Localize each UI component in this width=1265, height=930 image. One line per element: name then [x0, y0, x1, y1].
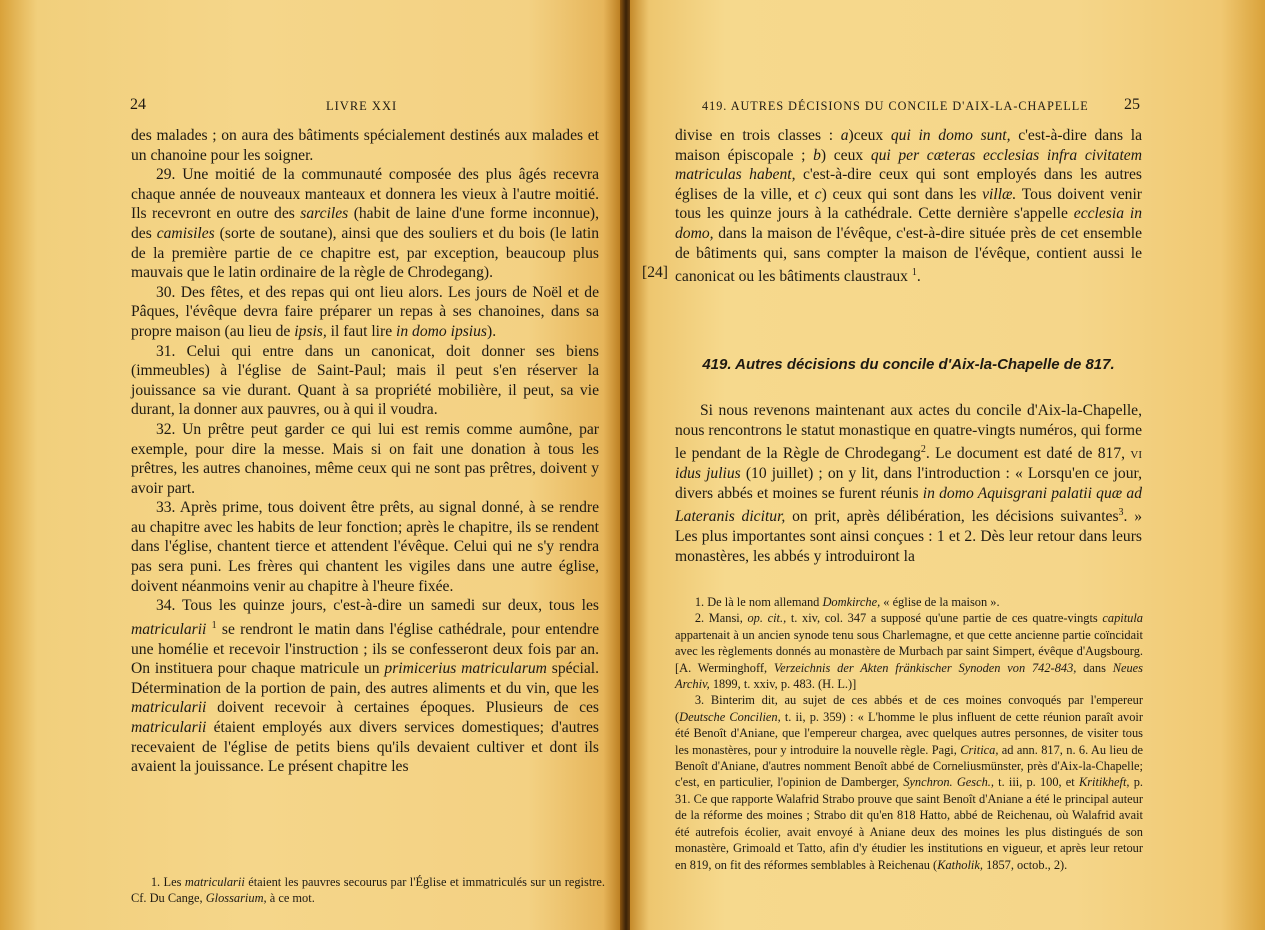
left-page [0, 0, 622, 930]
footnotes [675, 594, 1143, 873]
footnote-ref: 2 [920, 444, 926, 456]
footnote: 1. De là le nom allemand Domkirche, « église de la maison ». [694, 595, 1000, 609]
paragraph-30: 30. Des fêtes, et des repas qui ont lieu alors. Les jours de Noël et de Pâques, l'évêque devra faire préparer un repas à ses chanoines, dans sa propre maison (au lieu de ipsis, il faut lire in domo ipsius). [131, 283, 599, 340]
running-head: 419. AUTRES DÉCISIONS DU CONCILE D'AIX-LA-CHAPELLE [702, 99, 1089, 113]
paragraph-29: 29. Une moitié de la communauté composée des plus âgés recevra chaque année de nouveaux manteaux et donnera les vieux à l'autre moitié. Ils recevront en outre des sarciles (habit de laine d'une forme inconnue), des camisiles (sorte de soutane), ainsi que des souliers et du bois (le latin de la première partie de ce chapitre est, par exception, beaucoup plus mauvais que le latin ordinaire de la règle de Chrodegang). [131, 166, 600, 282]
footnote: 3. Binterim dit, au sujet de ces abbés et de ces moines convoqués par l'empereur (Deutsche Concilien, t. ii, p. 359) : « L'homme le plus influent de cette réunion paraît avoir été Benoît d'Aniane, que l'empereur chargea, avec quelques autres personnes, de visiter tous les monastères, pour y introduire la nouvelle règle. Pagi, Critica, ad ann. 817, n. 6. Au lieu de Benoît d'Aniane, d'autres nomment Benoît abbé de Corneliusmünster, près d'Aix-la-Chapelle; c'est, en particulier, l'opinion de Damberger, Synchron. Gesch., t. iii, p. 100, et Kritikheft, p. 31. Ce que rapporte Walafrid Strabo prouve que saint Benoît d'Aniane a été le principal auteur de la réforme des moines ; Strabo dit qu'en 818 Hatto, abbé de Reichenau, où Walafrid avait été autrefois écolier, avait envoyé à Aniane deux des moines les plus distingués de son monastère, Grimoald et Tatto, afin d'y étudier les institutions en vigueur, et après leur retour en 819, on fit des réformes semblables à Reichenau (Katholik, 1857, octob., 2). [675, 693, 1144, 872]
body-text [131, 126, 599, 777]
footnote-ref: 1 [911, 267, 917, 279]
body-text [675, 126, 1142, 287]
paragraph-32: 32. Un prêtre peut garder ce qui lui est remis comme aumône, par exemple, pour dire la messe. Mais si on fait une donation à tous les prêtres, les autres chanoines, même ceux qui ne sont pas prêtres, doivent y avoir part. [131, 420, 599, 497]
paragraph-31: 31. Celui qui entre dans un canonicat, doit donner ses biens (immeubles) à l'église de Saint-Paul; mais il peut s'en réserver la jouissance sa vie durant. Quant à sa propriété mobilière, il peut, sa vie durant, la donner aux pauvres, ou à qui il voudra. [131, 342, 599, 419]
footnote-ref: 1 [211, 619, 217, 631]
margin-reference: [24] [642, 264, 668, 281]
page-number: 24 [130, 96, 146, 113]
footnote-ref: 3 [1118, 507, 1124, 519]
page-number: 25 [1124, 96, 1140, 113]
paragraph: divise en trois classes : a)ceux qui in domo sunt, c'est-à-dire dans la maison épiscopale ; b) ceux qui per cæteras ecclesias infra civitatem matriculas habent, c'est-à-dire ceux qui sont employés dans les autres églises de la ville, et c) ceux qui sont dans les villæ. Tous doivent venir tous les quinze jours à la cathédrale. Cette dernière s'appelle ecclesia in domo, dans la maison de l'évêque, c'est-à-dire située près de cet ensemble de bâtiments qui, sans compter la maison de l'évêque, contient aussi le canonicat ou les bâtiments claustraux $^1$. [675, 127, 1143, 286]
footnote: 2. Mansi, op. cit., t. xiv, col. 347 a supposé qu'une partie de ces quatre-vingts capitula appartenait à un ancien synode tenu sous Charlemagne, et que cette ancienne partie coïncidait avec les règlements donnés au monastère de Murbach par saint Simpert, évêque d'Augsbourg. [A. Werminghoff, Verzeichnis der Akten fränkischer Synoden von 742-843, dans Neues Archiv, 1899, t. xxiv, p. 483. (H. L.)] [675, 611, 1143, 692]
paragraph: Si nous revenons maintenant aux actes du concile d'Aix-la-Chapelle, nous rencontrons le statut monastique en quatre-vingts numéros, qui forme le pendant de la Règle de Chrodegang$^2$. Le document est daté de 817, vi idus julius (10 juillet) ; on y lit, dans l'introduction : « Lorsqu'en ce jour, divers abbés et moines se furent réunis in domo Aquisgrani palatii quæ ad Lateranis dicitur, on prit, après délibération, les décisions suivantes$^3$. » Les plus importantes sont ainsi conçues : 1 et 2. Dès leur retour dans leurs monastères, les abbés y introduiront la [675, 402, 1142, 565]
right-page [630, 0, 1265, 930]
paragraph: des malades ; on aura des bâtiments spécialement destinés aux malades et un chanoine pour les soigner. [131, 127, 599, 164]
footnote: 1. Les matricularii étaient les pauvres secourus par l'Église et immatriculés sur un registre. Cf. Du Cange, Glossarium, à ce mot. [131, 875, 605, 906]
section-title: 419. Autres décisions du concile d'Aix-la-Chapelle de 817. [702, 356, 1115, 373]
paragraph-34: 34. Tous les quinze jours, c'est-à-dire un samedi sur deux, tous les matricularii $^1$ se rendront le matin dans l'église cathédrale, pour entendre une homélie et recevoir l'instruction ; ils se confesseront deux fois par an. On instituera pour chaque matricule un primicerius matricularum spécial. Détermination de la portion de pain, des autres aliments et du vin, que les matricularii doivent recevoir à certaines époques. Plusieurs de ces matricularii étaient employés aux divers services domestiques; d'autres recevaient de l'église de petits biens qu'ils devaient cultiver et dont ils avaient la jouissance. Le présent chapitre les [131, 597, 599, 776]
running-head: LIVRE XXI [326, 99, 398, 113]
section-body [675, 401, 1142, 566]
paragraph-33: 33. Après prime, tous doivent être prêts, au signal donné, à se rendre au chapitre avec les habits de leur fonction; après le chapitre, ils se rendent dans l'église, chantent tierce et attendent l'évêque. Celui qui ne s'y rendra pas sera puni. Les frères qui chantent les vigiles dans une autre église, doivent néanmoins venir au chapitre à l'heure fixée. [131, 499, 599, 595]
